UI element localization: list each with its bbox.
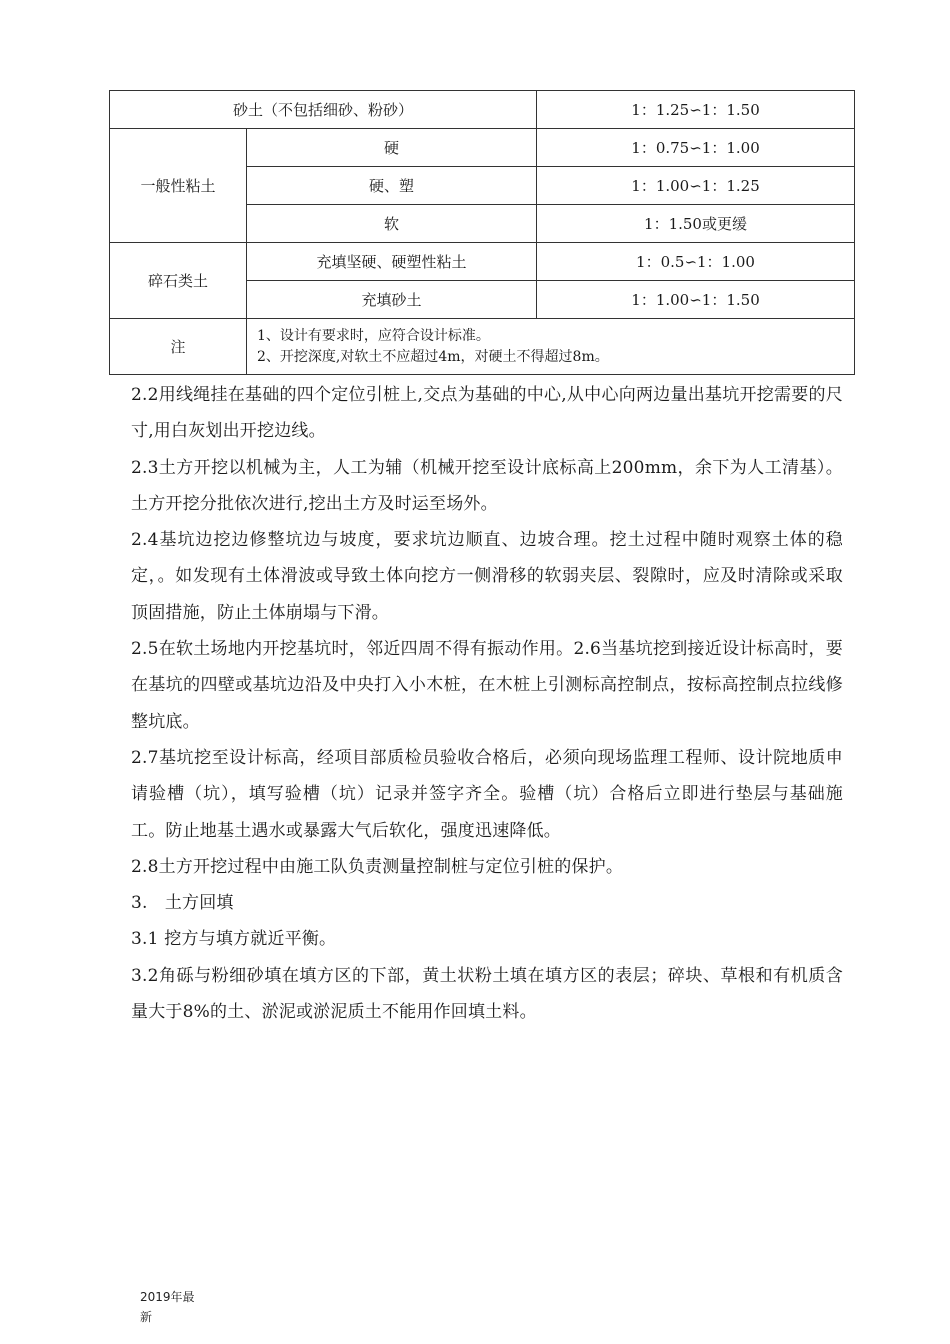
paragraph: 3.1 挖方与填方就近平衡。	[131, 929, 337, 950]
page-footer	[140, 1287, 210, 1327]
note-content-cell	[247, 319, 855, 375]
note-line: 1、设计有要求时，应符合设计标准。	[257, 327, 490, 344]
table-row	[110, 129, 855, 167]
note-line: 2、开挖深度,对软土不应超过4m，对硬土不得超过8m。	[257, 348, 609, 365]
footer-line: 新	[140, 1310, 153, 1324]
body-text	[131, 377, 843, 1030]
slope-value-cell: 1：1.25∽1：1.50	[537, 91, 855, 129]
paragraph: 2.8土方开挖过程中由施工队负责测量控制桩与定位引桩的保护。	[131, 856, 624, 877]
paragraph: 3.2角砾与粉细砂填在填方区的下部，黄土状粉土填在填方区的表层；碎块、草根和有机质含量大于8%的土、淤泥或淤泥质土不能用作回填土料。	[131, 965, 843, 1023]
soil-state-cell: 充填坚硬、硬塑性粘土	[247, 243, 537, 281]
soil-type-cell: 碎石类土	[110, 243, 247, 319]
table-row	[110, 319, 855, 375]
paragraph: 2.7基坑挖至设计标高，经项目部质检员验收合格后，必须向现场监理工程师、设计院地质申请验槽（坑），填写验槽（坑）记录并签字齐全。验槽（坑）合格后立即进行垫层与基础施工。防止地基土遇水或暴露大气后软化，强度迅速降低。	[131, 747, 843, 841]
slope-value-cell: 1：0.5∽1：1.00	[537, 243, 855, 281]
slope-table	[109, 90, 855, 375]
section-heading: 3. 土方回填	[131, 893, 234, 914]
soil-state-cell: 硬	[247, 129, 537, 167]
paragraph: 2.5在软土场地内开挖基坑时，邻近四周不得有振动作用。2.6当基坑挖到接近设计标高时，要在基坑的四壁或基坑边沿及中央打入小木桩，在木桩上引测标高控制点，按标高控制点拉线修整坑底。	[131, 639, 843, 732]
soil-type-cell: 砂土（不包括细砂、粉砂）	[110, 91, 537, 129]
slope-value-cell: 1：1.50或更缓	[537, 205, 855, 243]
table-row	[110, 243, 855, 281]
soil-type-cell: 一般性粘土	[110, 129, 247, 243]
note-label-cell: 注	[110, 319, 247, 375]
paragraph: 2.4基坑边挖边修整坑边与坡度，要求坑边顺直、边坡合理。挖土过程中随时观察土体的稳定，。如发现有土体滑波或导致土体向挖方一侧滑移的软弱夹层、裂隙时，应及时清除或采取顶固措施，防止土体崩塌与下滑。	[131, 530, 843, 623]
paragraph: 2.2用线绳挂在基础的四个定位引桩上,交点为基础的中心,从中心向两边量出基坑开挖需要的尺寸,用白灰划出开挖边线。	[131, 385, 843, 442]
footer-line: 2019年最	[140, 1290, 195, 1304]
table-row	[110, 91, 855, 129]
slope-value-cell: 1：1.00∽1：1.25	[537, 167, 855, 205]
slope-value-cell: 1：0.75∽1：1.00	[537, 129, 855, 167]
soil-state-cell: 充填砂土	[247, 281, 537, 319]
paragraph: 2.3土方开挖以机械为主，人工为辅（机械开挖至设计底标高上200mm，余下为人工清基）。土方开挖分批依次进行,挖出土方及时运至场外。	[131, 457, 843, 514]
soil-state-cell: 软	[247, 205, 537, 243]
slope-value-cell: 1：1.00∽1：1.50	[537, 281, 855, 319]
soil-state-cell: 硬、塑	[247, 167, 537, 205]
